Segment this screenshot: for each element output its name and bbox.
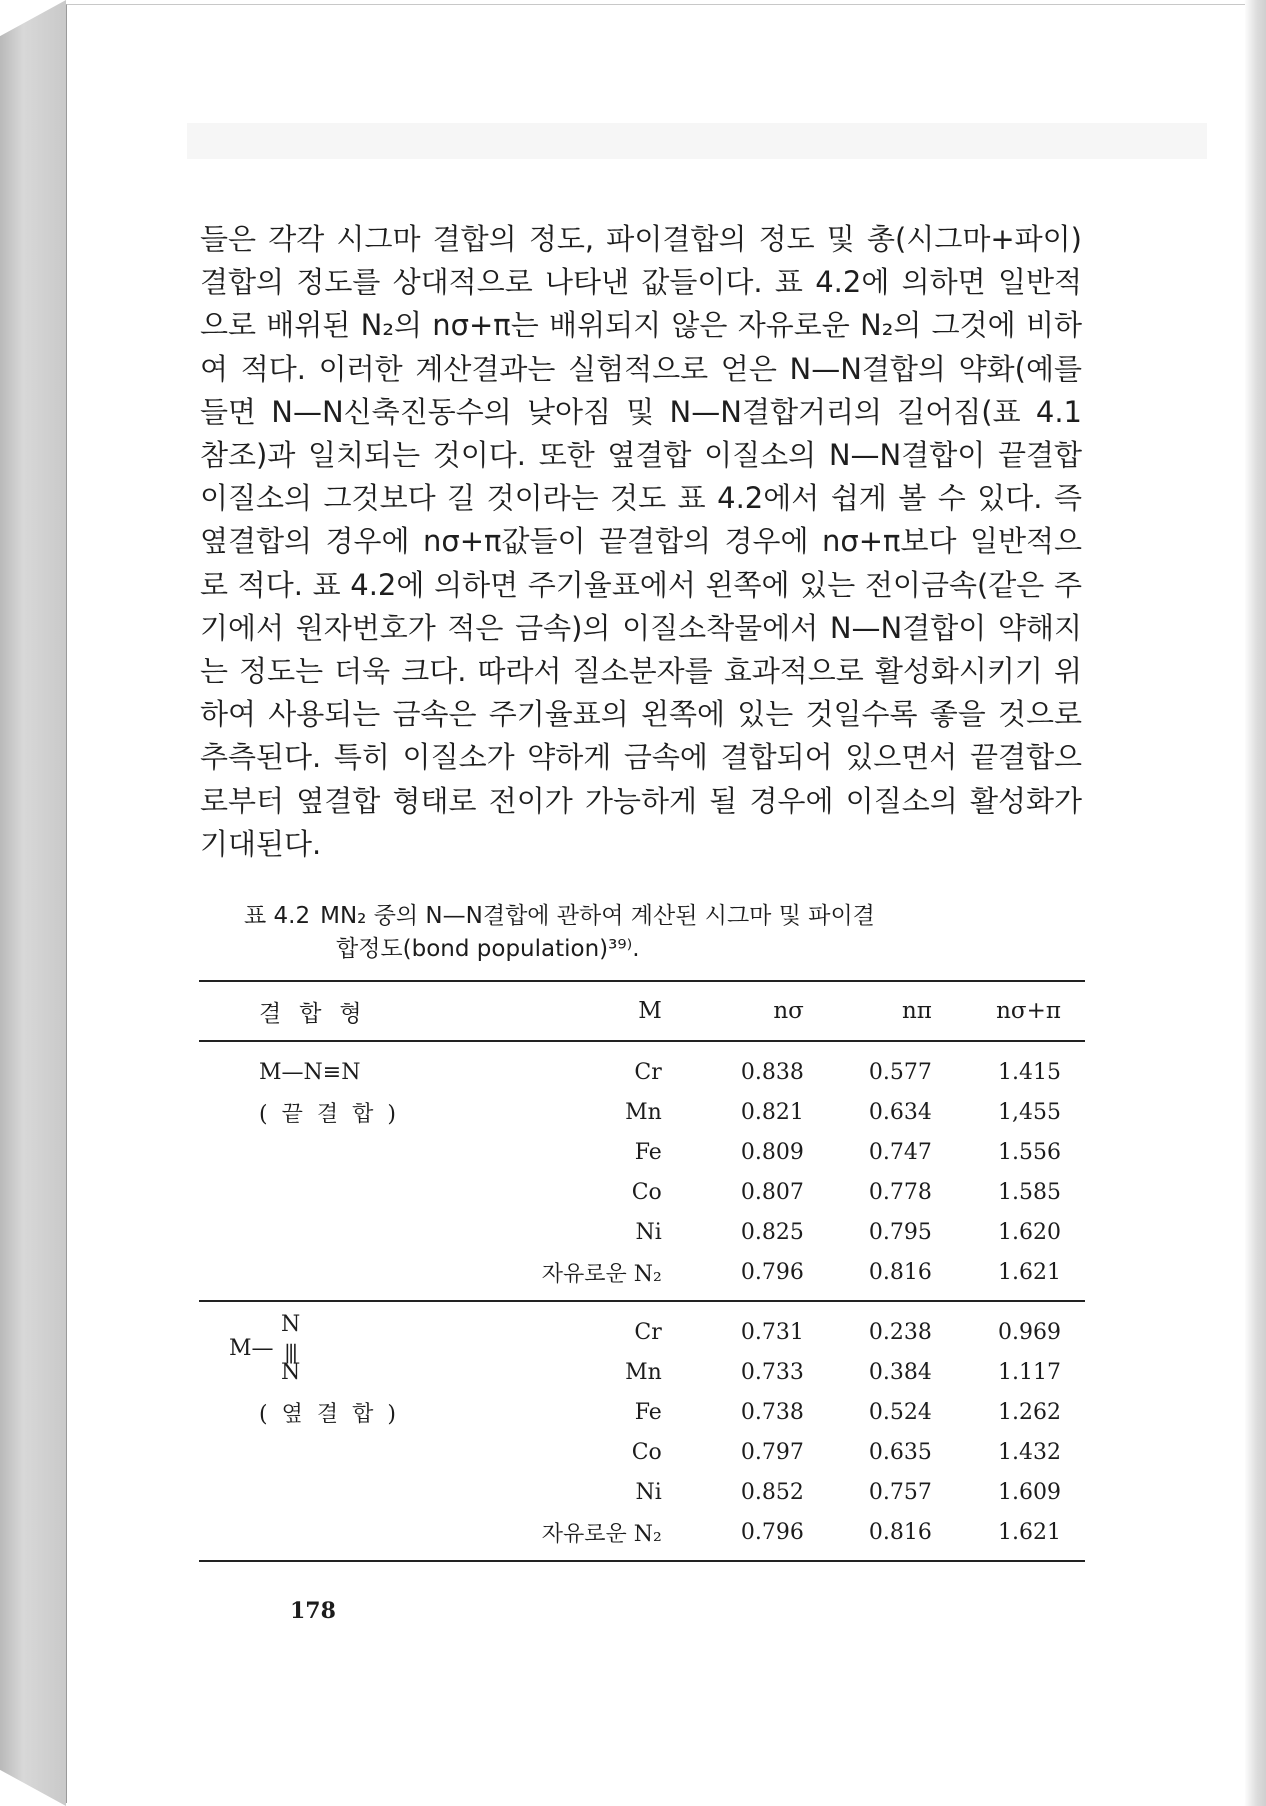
n-total-cell: 1.556 (998, 1139, 1061, 1165)
table-row (199, 1432, 1085, 1472)
n-total-cell: 1.432 (998, 1439, 1061, 1465)
table-row (199, 1212, 1085, 1252)
n-total-cell: 1.621 (936, 1512, 1085, 1561)
structure-triple-bond: ||| (284, 1340, 296, 1364)
table-number: 표 4.2 (244, 903, 311, 929)
metal-cell: Ni (635, 1219, 662, 1245)
metal-cell: Mn (625, 1359, 662, 1385)
table-row (199, 1172, 1085, 1212)
n-pi-cell: 0.238 (868, 1319, 932, 1345)
n-pi-cell: 0.577 (868, 1059, 932, 1085)
book-spine (0, 0, 66, 1806)
n-pi-cell: 0.757 (868, 1479, 932, 1505)
table-row (199, 1252, 1085, 1301)
n-total-cell: 1.415 (998, 1059, 1061, 1085)
n-pi-cell: 0.778 (868, 1179, 932, 1205)
body-text (200, 218, 1082, 866)
header-n-sigma: nσ (680, 981, 808, 1041)
table-row (199, 1092, 1085, 1132)
table-row (199, 1512, 1085, 1561)
n-total-cell: 1,455 (998, 1099, 1061, 1125)
n-sigma-cell: 0.821 (740, 1099, 804, 1125)
bond-type-name: (옆결합) (259, 1401, 410, 1427)
structure-metal: M— (229, 1336, 274, 1361)
n-sigma-cell: 0.738 (740, 1399, 804, 1425)
n-sigma-cell: 0.796 (680, 1512, 808, 1561)
n-pi-cell: 0.634 (868, 1099, 932, 1125)
n-total-cell: 1.117 (998, 1359, 1061, 1385)
n-sigma-cell: 0.807 (740, 1179, 804, 1205)
header-n-total: nσ+π (936, 981, 1085, 1041)
table-row (199, 1132, 1085, 1172)
bond-type-name: (끝결합) (259, 1101, 410, 1127)
n-total-cell: 1.609 (998, 1479, 1061, 1505)
table-row (199, 1392, 1085, 1432)
table-header-row (199, 981, 1085, 1041)
n-pi-cell: 0.384 (868, 1359, 932, 1385)
structure-n-bottom: N (281, 1360, 301, 1385)
metal-cell: Cr (634, 1059, 662, 1085)
n-sigma-cell: 0.733 (740, 1359, 804, 1385)
n-total-cell: 1.262 (998, 1399, 1061, 1425)
metal-cell: Fe (634, 1399, 662, 1425)
bond-type-structure (199, 1301, 524, 1392)
structure-n-top: N (281, 1312, 301, 1337)
n-sigma-cell: 0.731 (740, 1319, 804, 1345)
metal-cell: 자유로운 N₂ (524, 1252, 679, 1301)
n-pi-cell: 0.635 (868, 1439, 932, 1465)
n-total-cell: 1.585 (998, 1179, 1061, 1205)
metal-cell: Co (631, 1439, 662, 1465)
n-sigma-cell: 0.797 (740, 1439, 804, 1465)
metal-cell: Cr (634, 1319, 662, 1345)
metal-cell: Mn (625, 1099, 662, 1125)
n-pi-cell: 0.747 (868, 1139, 932, 1165)
n-pi-cell: 0.795 (868, 1219, 932, 1245)
table-row (199, 1472, 1085, 1512)
body-paragraph: 들은 각각 시그마 결합의 정도, 파이결합의 정도 및 총(시그마+파이)결합의 정도를 상대적으로 나타낸 값들이다. 표 4.2에 의하면 일반적으로 배위된 N₂의 nσ+π는 배위되지 않은 자유로운 N₂의 그것에 비하여 적다. 이러한 계산결과는 실험적으로 얻은 N—N결합의 약화(예를 들면 N—N신축진동수의 낮아짐 및 N—N결합거리의 길어짐(표 4.1 참조)과 일치되는 것이다. 또한 옆결합 이질소의 N—N결합이 끝결합 이질소의 그것보다 길 것이라는 것도 표 4.2에서 쉽게 볼 수 있다. 즉 옆결합의 경우에 nσ+π값들이 끝결합의 경우에 nσ+π보다 일반적으로 적다. 표 4.2에 의하면 주기율표에서 왼쪽에 있는 전이금속(같은 주기에서 원자번호가 적은 금속)의 이질소착물에서 N—N결합이 약해지는 정도는 더욱 크다. 따라서 질소분자를 효과적으로 활성화시키기 위하여 사용되는 금속은 주기율표의 왼쪽에 있는 것일수록 좋을 것으로 추측된다. 특히 이질소가 약하게 금속에 결합되어 있으면서 끝결합으로부터 옆결합 형태로 전이가 가능하게 될 경우에 이질소의 활성화가 기대된다. (200, 222, 1082, 861)
scan-shadow-band (187, 123, 1207, 159)
metal-cell: Fe (634, 1139, 662, 1165)
n-sigma-cell: 0.796 (680, 1252, 808, 1301)
n-total-cell: 1.620 (998, 1219, 1061, 1245)
n-total-cell: 0.969 (998, 1319, 1061, 1345)
table-caption (244, 900, 1044, 966)
caption-line-2: 합정도(bond population)³⁹⁾. (336, 936, 640, 962)
table-row (199, 1301, 1085, 1352)
bond-type-formula: M—N≡N (259, 1059, 361, 1085)
metal-cell: Ni (635, 1479, 662, 1505)
header-metal: M (524, 981, 679, 1041)
book-page-edge (1244, 0, 1266, 1806)
n-pi-cell: 0.816 (808, 1252, 936, 1301)
page-number: 178 (290, 1598, 336, 1624)
bond-population-table (199, 980, 1085, 1562)
metal-cell: Co (631, 1179, 662, 1205)
caption-line-1: MN₂ 중의 N—N결합에 관하여 계산된 시그마 및 파이결 (320, 903, 875, 929)
header-n-pi: nπ (808, 981, 936, 1041)
table-row (199, 1041, 1085, 1092)
header-bond-type: 결합형 (199, 981, 524, 1041)
n-sigma-cell: 0.838 (740, 1059, 804, 1085)
n-sigma-cell: 0.852 (740, 1479, 804, 1505)
metal-cell: 자유로운 N₂ (524, 1512, 679, 1561)
n-pi-cell: 0.816 (808, 1512, 936, 1561)
n-pi-cell: 0.524 (868, 1399, 932, 1425)
n-total-cell: 1.621 (936, 1252, 1085, 1301)
n-sigma-cell: 0.825 (740, 1219, 804, 1245)
n-sigma-cell: 0.809 (740, 1139, 804, 1165)
